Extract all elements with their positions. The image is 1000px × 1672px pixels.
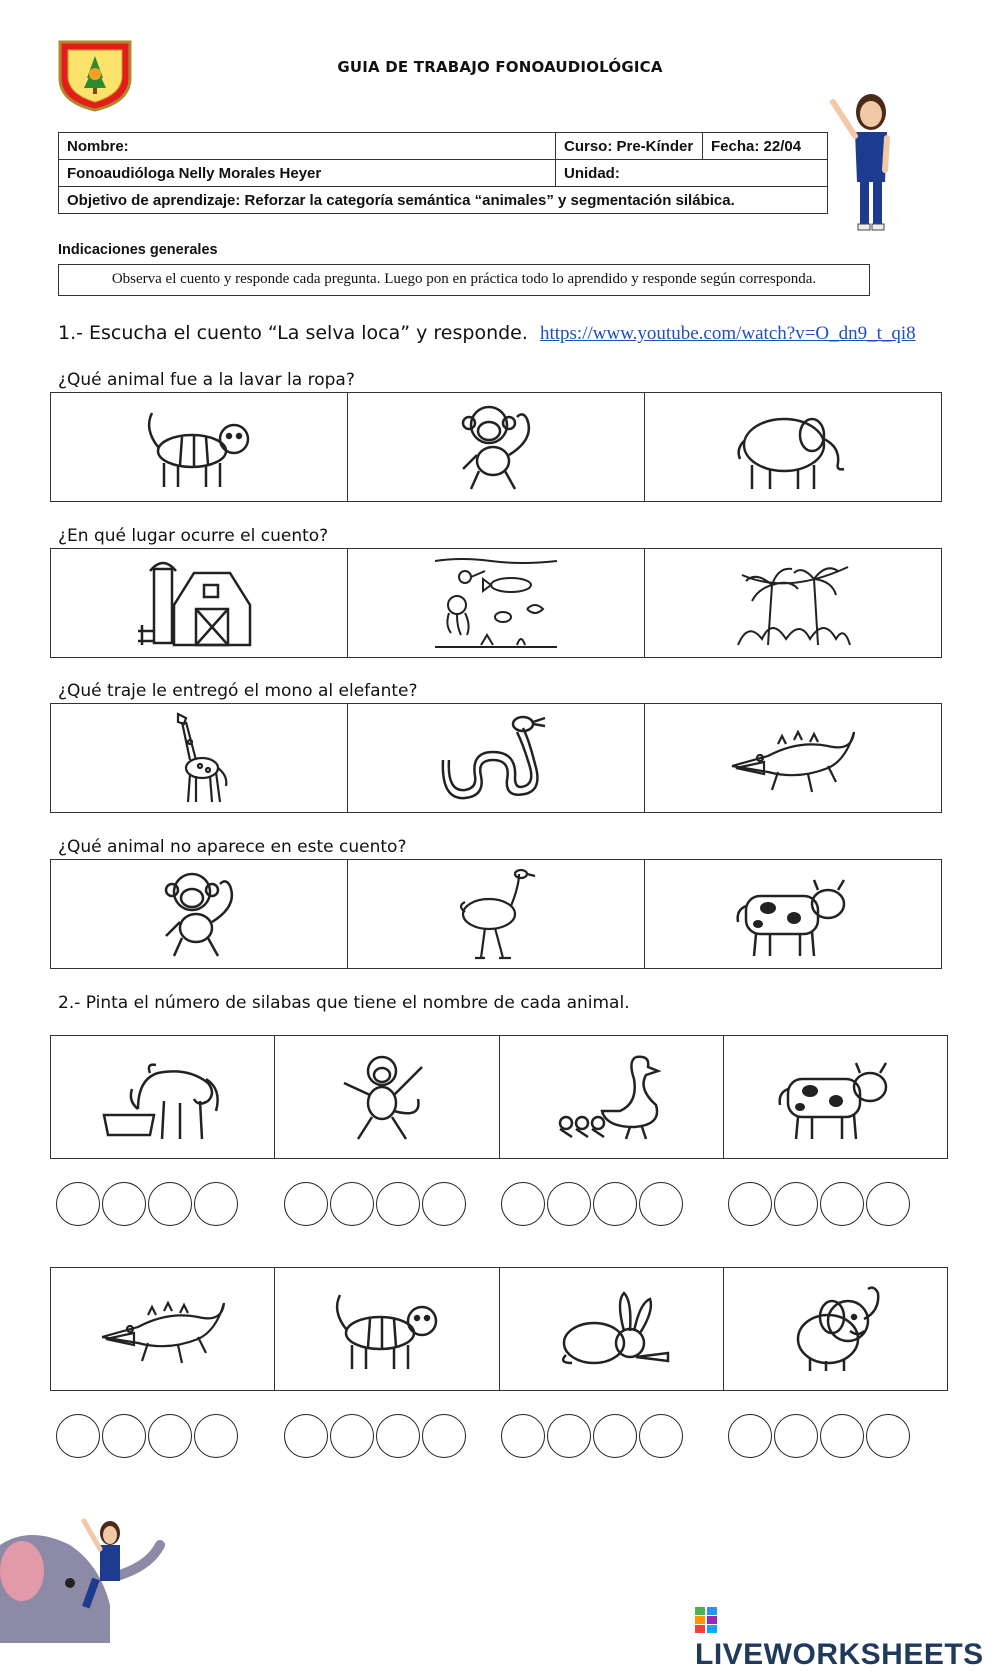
- syllable-circle[interactable]: [376, 1414, 420, 1458]
- tiger-icon: [134, 399, 264, 495]
- animal-cow: [724, 1036, 947, 1158]
- syllable-row-2: [50, 1267, 948, 1391]
- syllable-circle[interactable]: [376, 1182, 420, 1226]
- syllable-circle[interactable]: [102, 1414, 146, 1458]
- liveworksheets-brand: [695, 1604, 1000, 1672]
- option-barn[interactable]: [51, 549, 348, 657]
- option-jungle[interactable]: [645, 549, 941, 657]
- barn-icon: [134, 555, 264, 651]
- syllable-circle[interactable]: [547, 1182, 591, 1226]
- syllable-circle[interactable]: [728, 1182, 772, 1226]
- animal-monkey: [275, 1036, 499, 1158]
- animal-rabbit: [500, 1268, 724, 1390]
- syllable-circle[interactable]: [639, 1414, 683, 1458]
- syllable-circle[interactable]: [774, 1182, 818, 1226]
- question-4-options: [50, 859, 942, 969]
- brand-text: LIVEWORKSHEETS: [695, 1638, 984, 1671]
- syllable-circle[interactable]: [547, 1414, 591, 1458]
- animal-horse: [51, 1036, 275, 1158]
- syllable-circles-crocodile: [56, 1414, 238, 1458]
- animal-duck: [500, 1036, 724, 1158]
- objetivo-field: Objetivo de aprendizaje: Reforzar la categoría semántica “animales” y segmentación silábica.: [59, 187, 828, 214]
- syllable-circle[interactable]: [194, 1414, 238, 1458]
- syllable-circle[interactable]: [56, 1414, 100, 1458]
- syllable-circle[interactable]: [866, 1414, 910, 1458]
- liveworksheets-logo-icon: [695, 1607, 717, 1633]
- jungle-icon: [728, 555, 858, 651]
- animal-elephant: [724, 1268, 947, 1390]
- syllable-row-1: [50, 1035, 948, 1159]
- crocodile-icon: [728, 710, 858, 806]
- monkey-icon: [134, 866, 264, 962]
- option-cow[interactable]: [645, 860, 941, 968]
- giraffe-icon: [134, 710, 264, 806]
- tiger-icon: [322, 1281, 452, 1377]
- syllable-circle[interactable]: [593, 1414, 637, 1458]
- indicaciones-box: Observa el cuento y responde cada pregunta. Luego pon en práctica todo lo aprendido y responde según corresponda.: [58, 264, 870, 296]
- curso-field: Curso: Pre-Kínder: [556, 133, 703, 160]
- syllable-circle[interactable]: [330, 1182, 374, 1226]
- student-info-table: [58, 132, 828, 214]
- sea-icon: [431, 555, 561, 651]
- syllable-circle[interactable]: [501, 1414, 545, 1458]
- snake-icon: [431, 710, 561, 806]
- syllable-circle[interactable]: [284, 1414, 328, 1458]
- syllable-circle[interactable]: [102, 1182, 146, 1226]
- animal-crocodile: [51, 1268, 275, 1390]
- fecha-field: Fecha: 22/04: [703, 133, 828, 160]
- animal-tiger: [275, 1268, 499, 1390]
- syllable-circles-tiger: [284, 1414, 466, 1458]
- monkey-icon: [431, 399, 561, 495]
- syllable-circle[interactable]: [774, 1414, 818, 1458]
- option-crocodile[interactable]: [645, 704, 941, 812]
- syllable-circles-duck: [501, 1182, 683, 1226]
- option-monkey[interactable]: [348, 393, 645, 501]
- option-elephant[interactable]: [645, 393, 941, 501]
- page-title: GUIA DE TRABAJO FONOAUDIOLÓGICA: [337, 58, 663, 76]
- option-tiger[interactable]: [51, 393, 348, 501]
- horse-icon: [98, 1049, 228, 1145]
- option-giraffe[interactable]: [51, 704, 348, 812]
- syllable-circle[interactable]: [866, 1182, 910, 1226]
- syllable-circles-monkey: [284, 1182, 466, 1226]
- question-1-options: [50, 392, 942, 502]
- syllable-circle[interactable]: [194, 1182, 238, 1226]
- syllable-circle[interactable]: [330, 1414, 374, 1458]
- syllable-circle[interactable]: [148, 1182, 192, 1226]
- elephant-with-teacher-icon: [0, 1505, 175, 1643]
- syllable-circles-rabbit: [501, 1414, 683, 1458]
- section1-heading: [58, 322, 916, 345]
- elephant-icon: [728, 399, 858, 495]
- unidad-field[interactable]: Unidad:: [556, 160, 828, 187]
- question-3: ¿Qué traje le entregó el mono al elefante?: [58, 681, 418, 701]
- ostrich-icon: [431, 866, 561, 962]
- question-4: ¿Qué animal no aparece en este cuento?: [58, 837, 407, 857]
- question-3-options: [50, 703, 942, 813]
- syllable-circle[interactable]: [422, 1182, 466, 1226]
- monkey-icon: [322, 1049, 452, 1145]
- crocodile-icon: [98, 1281, 228, 1377]
- duck-icon: [546, 1049, 676, 1145]
- syllable-circle[interactable]: [820, 1182, 864, 1226]
- syllable-circle[interactable]: [284, 1182, 328, 1226]
- cow-icon: [728, 866, 858, 962]
- syllable-circle[interactable]: [422, 1414, 466, 1458]
- syllable-circle[interactable]: [593, 1182, 637, 1226]
- indicaciones-title: Indicaciones generales: [58, 242, 218, 258]
- option-ostrich[interactable]: [348, 860, 645, 968]
- syllable-circles-elephant: [728, 1414, 910, 1458]
- question-2: ¿En qué lugar ocurre el cuento?: [58, 526, 329, 546]
- syllable-circles-cow: [728, 1182, 910, 1226]
- question-1: ¿Qué animal fue a la lavar la ropa?: [58, 370, 355, 390]
- option-sea[interactable]: [348, 549, 645, 657]
- section2-heading: 2.- Pinta el número de silabas que tiene el nombre de cada animal.: [58, 993, 630, 1013]
- syllable-circle[interactable]: [820, 1414, 864, 1458]
- syllable-circle[interactable]: [148, 1414, 192, 1458]
- youtube-link[interactable]: https://www.youtube.com/watch?v=O_dn9_t_qi8: [539, 323, 916, 344]
- cow-icon: [770, 1049, 900, 1145]
- syllable-circle[interactable]: [728, 1414, 772, 1458]
- syllable-circle[interactable]: [639, 1182, 683, 1226]
- teacher-avatar-icon: [825, 90, 905, 240]
- option-monkey-2[interactable]: [51, 860, 348, 968]
- syllable-circles-horse: [56, 1182, 238, 1226]
- syllable-circle[interactable]: [56, 1182, 100, 1226]
- section1-heading-text: 1.- Escucha el cuento “La selva loca” y responde.: [58, 322, 528, 344]
- rabbit-icon: [546, 1281, 676, 1377]
- nombre-field[interactable]: Nombre:: [59, 133, 556, 160]
- syllable-circle[interactable]: [501, 1182, 545, 1226]
- option-snake[interactable]: [348, 704, 645, 812]
- question-2-options: [50, 548, 942, 658]
- fonoaudiologa-field: Fonoaudióloga Nelly Morales Heyer: [59, 160, 556, 187]
- elephant-icon: [770, 1281, 900, 1377]
